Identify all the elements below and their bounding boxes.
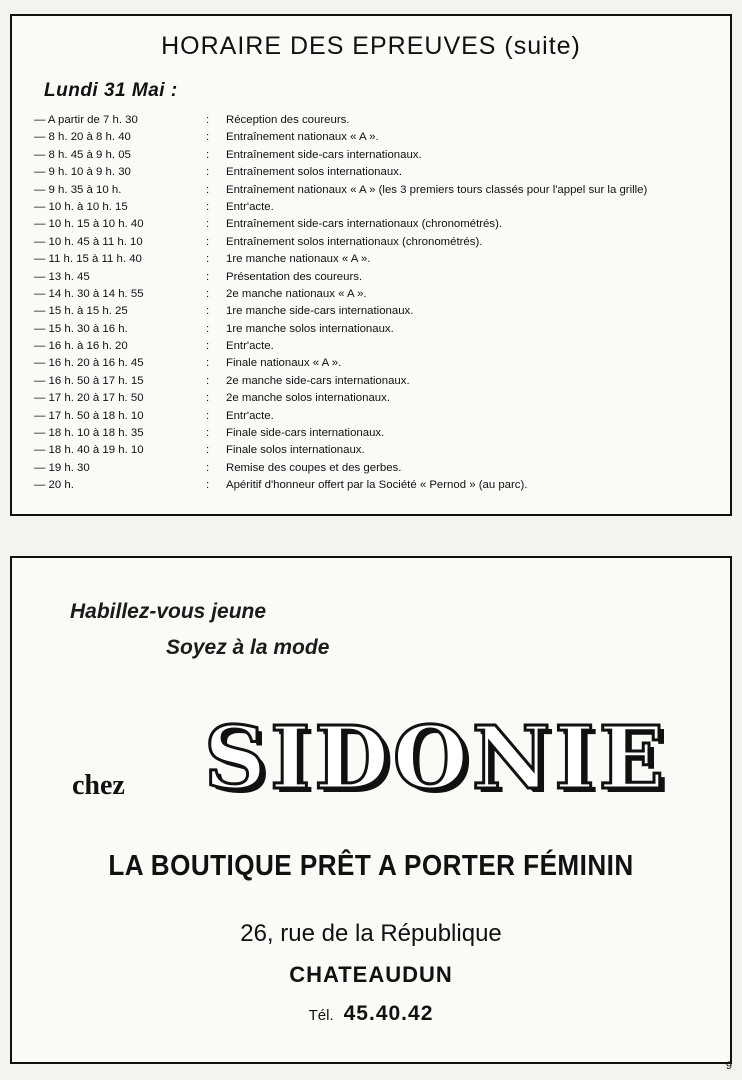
ad-slogan-line2: Soyez à la mode [166,636,330,659]
schedule-description: Entr'acte. [226,340,274,353]
schedule-box [10,14,732,516]
schedule-time: — 16 h. 20 à 16 h. 45 [34,357,144,370]
schedule-row [34,251,724,268]
schedule-colon: : [206,305,210,318]
ad-address: 26, rue de la République [240,920,502,947]
schedule-description: 1re manche side-cars internationaux. [226,305,414,318]
schedule-row [34,286,724,303]
ad-phone-number: 45.40.42 [343,1002,434,1025]
schedule-row [34,199,724,216]
advertisement-box [10,556,732,1064]
schedule-table [34,112,724,495]
schedule-colon: : [206,409,210,422]
schedule-row [34,234,724,251]
schedule-day: Lundi 31 Mai : [44,80,178,101]
schedule-row [34,182,724,199]
ad-tagline: LA BOUTIQUE PRÊT A PORTER FÉMININ [108,850,634,882]
ad-chez: chez [72,770,125,801]
page-number: 9 [725,1060,732,1072]
ad-slogan-line1: Habillez-vous jeune [70,600,267,623]
ad-phone [12,1002,730,1026]
schedule-description: Finale side-cars internationaux. [226,427,385,440]
schedule-time: — 14 h. 30 à 14 h. 55 [34,287,144,300]
schedule-row [34,442,724,459]
schedule-description: Entraînement side-cars internationaux (chronométrés). [226,218,503,231]
schedule-description: 2e manche solos internationaux. [226,392,391,405]
schedule-colon: : [206,444,210,457]
ad-city: CHATEAUDUN [289,962,453,987]
schedule-description: Réception des coureurs. [226,114,350,126]
schedule-row [34,338,724,355]
schedule-colon: : [206,270,210,283]
schedule-colon: : [206,461,210,474]
ad-brand-logo: SIDONIE [204,708,669,809]
schedule-time: — 11 h. 15 à 11 h. 40 [34,253,142,266]
schedule-description: Remise des coupes et des gerbes. [226,461,402,474]
schedule-description: Apéritif d'honneur offert par la Société « Pernod » (au parc). [226,479,528,492]
schedule-colon: : [206,114,210,126]
schedule-row [34,390,724,407]
schedule-description: 1re manche solos internationaux. [226,322,394,335]
schedule-description: 2e manche side-cars internationaux. [226,374,410,387]
schedule-row [34,129,724,146]
schedule-colon: : [206,357,210,370]
schedule-row [34,269,724,286]
schedule-time: — 16 h. 50 à 17 h. 15 [34,374,144,387]
schedule-colon: : [206,183,210,196]
schedule-description: Entraînement side-cars internationaux. [226,148,422,161]
schedule-colon: : [206,253,210,266]
schedule-row [34,425,724,442]
schedule-row [34,408,724,425]
schedule-description: Présentation des coureurs. [226,270,363,283]
schedule-row [34,321,724,338]
schedule-colon: : [206,427,210,440]
schedule-title: HORAIRE DES EPREUVES (suite) [161,32,581,60]
schedule-colon: : [206,479,210,492]
schedule-description: Entr'acte. [226,200,274,213]
schedule-row [34,477,724,494]
schedule-time: — 8 h. 45 à 9 h. 05 [34,148,131,161]
schedule-colon: : [206,287,210,300]
schedule-time: — 10 h. 45 à 11 h. 10 [34,235,143,248]
schedule-colon: : [206,200,210,213]
schedule-row [34,112,724,129]
schedule-time: — A partir de 7 h. 30 [34,114,138,126]
schedule-time: — 8 h. 20 à 8 h. 40 [34,131,131,144]
schedule-time: — 18 h. 40 à 19 h. 10 [34,444,144,457]
schedule-time: — 10 h. à 10 h. 15 [34,200,128,213]
schedule-description: Entraînement nationaux « A ». [226,131,379,144]
schedule-colon: : [206,131,210,144]
schedule-description: Entraînement nationaux « A » (les 3 premiers tours classés pour l'appel sur la grille) [226,183,648,196]
schedule-description: Finale solos internationaux. [226,444,365,457]
schedule-colon: : [206,340,210,353]
schedule-time: — 17 h. 20 à 17 h. 50 [34,392,144,405]
schedule-time: — 9 h. 10 à 9 h. 30 [34,166,131,179]
schedule-time: — 16 h. à 16 h. 20 [34,340,128,353]
schedule-colon: : [206,322,210,335]
schedule-colon: : [206,374,210,387]
schedule-colon: : [206,218,210,231]
schedule-time: — 20 h. [34,479,74,492]
schedule-description: Entraînement solos internationaux. [226,166,403,179]
schedule-colon: : [206,148,210,161]
schedule-row [34,147,724,164]
schedule-time: — 13 h. 45 [34,270,90,283]
schedule-row [34,303,724,320]
schedule-description: 2e manche nationaux « A ». [226,287,367,300]
schedule-description: Entr'acte. [226,409,274,422]
schedule-time: — 18 h. 10 à 18 h. 35 [34,427,144,440]
schedule-row [34,216,724,233]
schedule-description: Finale nationaux « A ». [226,357,342,370]
schedule-time: — 19 h. 30 [34,461,90,474]
ad-phone-label: Tél. [308,1007,334,1024]
schedule-row [34,460,724,477]
schedule-description: Entraînement solos internationaux (chronométrés). [226,235,483,248]
schedule-colon: : [206,235,210,248]
schedule-time: — 10 h. 15 à 10 h. 40 [34,218,144,231]
schedule-row [34,355,724,372]
schedule-colon: : [206,166,210,179]
schedule-time: — 15 h. à 15 h. 25 [34,305,128,318]
schedule-time: — 9 h. 35 à 10 h. [34,183,122,196]
schedule-row [34,373,724,390]
schedule-colon: : [206,392,210,405]
schedule-row [34,164,724,181]
schedule-time: — 17 h. 50 à 18 h. 10 [34,409,144,422]
schedule-description: 1re manche nationaux « A ». [226,253,371,266]
schedule-time: — 15 h. 30 à 16 h. [34,322,128,335]
